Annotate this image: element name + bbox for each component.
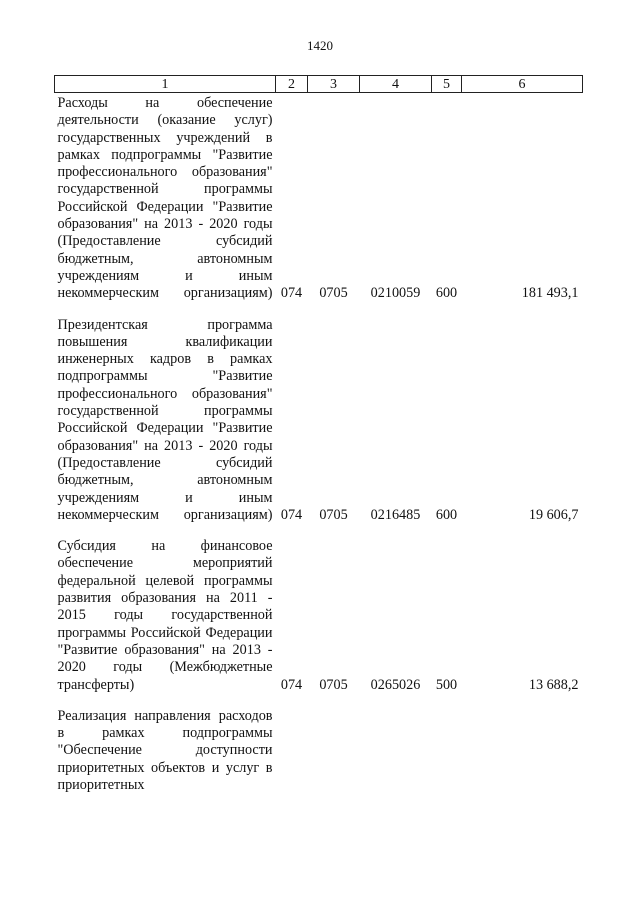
row-expense-type: 600 [435,506,458,523]
table-row [55,93,583,303]
column-header-4: 4 [360,76,432,93]
row-target-code: 0216485 [370,506,421,523]
column-header-2: 2 [276,76,308,93]
row-section-code: 0705 [319,506,348,523]
row-section-code [308,708,360,794]
row-amount [462,708,583,794]
budget-table [54,75,583,794]
row-expense-type: 600 [435,285,458,302]
row-target-code [360,708,432,794]
row-amount: 13 688,2 [528,676,579,693]
row-ministry-code [276,708,308,794]
table-row [55,538,583,694]
row-target-code: 0265026 [370,676,421,693]
page-number: 1420 [307,38,333,53]
column-header-3: 3 [308,76,360,93]
row-target-code: 0210059 [370,285,421,302]
row-section-code: 0705 [319,676,348,693]
row-ministry-code: 074 [280,285,303,302]
column-header-6: 6 [462,76,583,93]
table-row [55,317,583,525]
column-header-5: 5 [432,76,462,93]
row-section-code: 0705 [319,285,348,302]
column-header-1: 1 [55,76,276,93]
row-ministry-code: 074 [280,506,303,523]
table-row [55,708,583,794]
row-amount: 19 606,7 [528,506,579,523]
table-header-row [55,76,583,93]
row-description: Президентская программа повышения квалификации инженерных кадров в рамках подпрограммы "Развитие профессионального образования" государственной программы Российской Федерации "Развитие образования" на 2013 - 2020 годы (Предоставление субсидий бюджетным, автономным учреждениям и иным некоммерческим организациям) [57,316,273,523]
row-expense-type [432,708,462,794]
row-description: Субсидия на финансовое обеспечение мероприятий федеральной целевой программы развития образования на 2011 - 2015 годы государственной программы Российской Федерации "Развитие образования" на 2013 - 2020 годы (Межбюджетные трансферты) [57,538,273,693]
row-description: Расходы на обеспечение деятельности (оказание услуг) государственных учреждений в рамках подпрограммы "Развитие профессионального образования" государственной программы Российской Федерации "Развитие образования" на 2013 - 2020 годы (Предоставление субсидий бюджетным, автономным учреждениям и иным некоммерческим организациям) [57,95,273,302]
row-description: Реализация направления расходов в рамках подпрограммы "Обеспечение доступности приоритетных объектов и услуг в приоритетных [57,707,273,793]
row-amount: 181 493,1 [521,285,579,302]
row-ministry-code: 074 [280,676,303,693]
row-expense-type: 500 [435,676,458,693]
